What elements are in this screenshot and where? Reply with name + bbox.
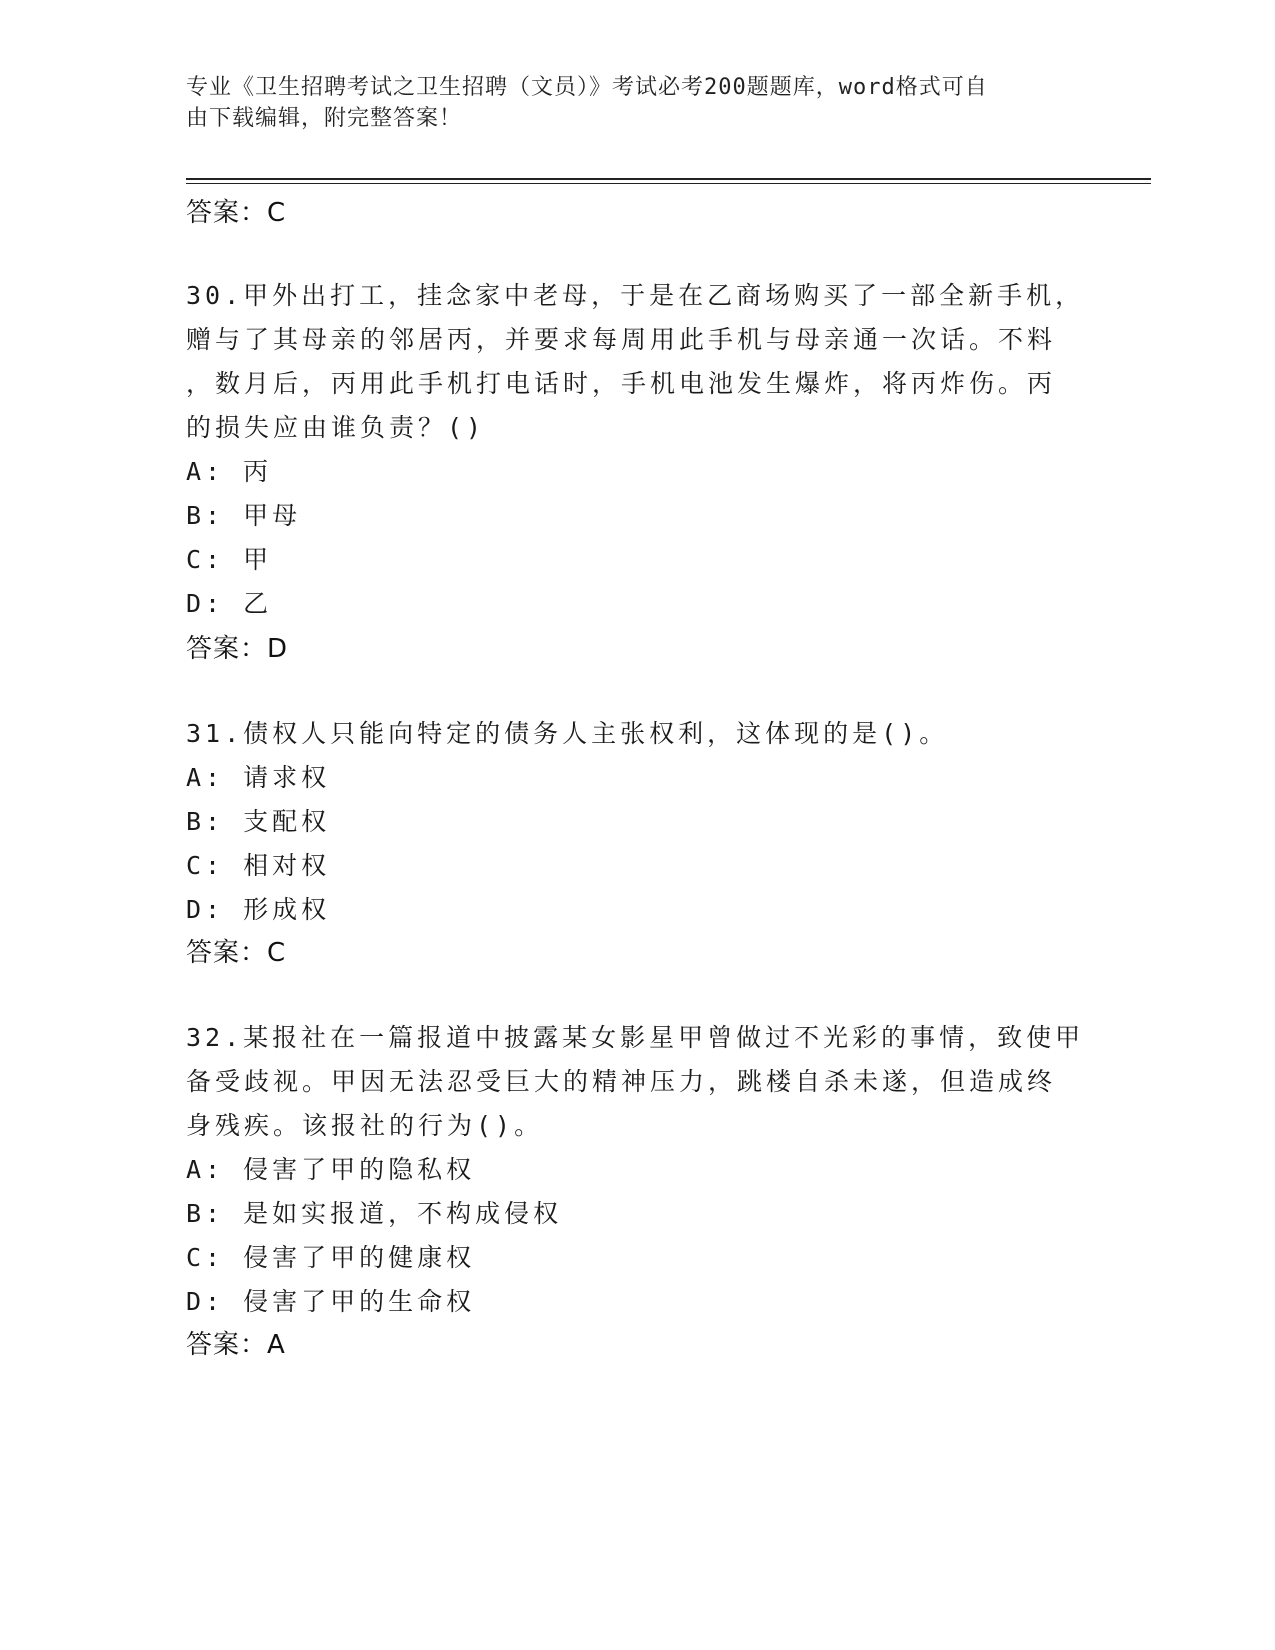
option-a: A: 丙 (186, 457, 273, 486)
answer-label: 答案：C (186, 938, 287, 968)
previous-answer: 答案：C (186, 198, 287, 228)
question-stem-line: 身残疾。该报社的行为()。 (186, 1111, 544, 1140)
question-stem-line: 备受歧视。甲因无法忍受巨大的精神压力，跳楼自杀未遂，但造成终 (186, 1067, 1057, 1096)
option-d: D: 侵害了甲的生命权 (186, 1287, 476, 1316)
question-stem-line: ，数月后，丙用此手机打电话时，手机电池发生爆炸，将丙炸伤。丙 (186, 369, 1057, 398)
answer-label: 答案：A (186, 1330, 286, 1360)
option-b: B: 支配权 (186, 807, 331, 836)
option-c: C: 相对权 (186, 851, 331, 880)
question-stem-line: 30.甲外出打工，挂念家中老母，于是在乙商场购买了一部全新手机， (186, 281, 1085, 310)
question-stem-line: 31.债权人只能向特定的债务人主张权利，这体现的是()。 (186, 719, 949, 748)
question-stem-line: 的损失应由谁负责？() (186, 413, 486, 442)
option-b: B: 甲母 (186, 501, 302, 530)
option-d: D: 形成权 (186, 895, 331, 924)
option-b: B: 是如实报道，不构成侵权 (186, 1199, 563, 1228)
option-c: C: 侵害了甲的健康权 (186, 1243, 476, 1272)
header-divider-thin (186, 183, 1151, 184)
question-stem-line: 32.某报社在一篇报道中披露某女影星甲曾做过不光彩的事情，致使甲 (186, 1023, 1085, 1052)
option-a: A: 请求权 (186, 763, 331, 792)
header-divider-thick (186, 178, 1151, 180)
option-c: C: 甲 (186, 545, 273, 574)
option-d: D: 乙 (186, 589, 273, 618)
document-header (186, 72, 1086, 134)
header-line-1: 专业《卫生招聘考试之卫生招聘（文员）》考试必考200题题库，word格式可自 (186, 75, 988, 100)
question-stem-line: 赠与了其母亲的邻居丙，并要求每周用此手机与母亲通一次话。不料 (186, 325, 1057, 354)
option-a: A: 侵害了甲的隐私权 (186, 1155, 476, 1184)
header-line-2: 由下载编辑，附完整答案！ (186, 106, 463, 131)
answer-label: 答案：D (186, 634, 289, 664)
